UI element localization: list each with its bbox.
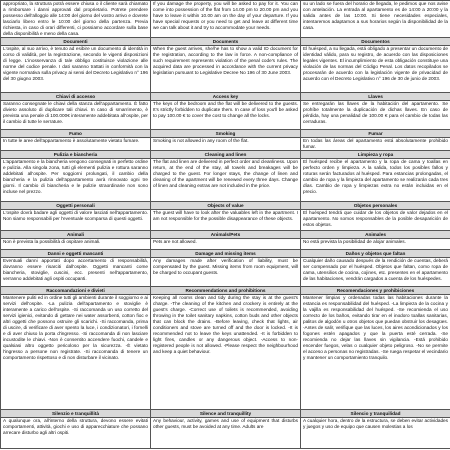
section-text-it: Non è prevista la possibilità di ospitare animali.: [1, 239, 151, 250]
section-heading-it: Fumo: [1, 130, 151, 138]
section-heading-en: Access key: [151, 93, 301, 101]
section-text-it: In tutte le aree dell'appartamento è assolutamente vietato fumare.: [1, 138, 151, 151]
section-header-row: [1, 250, 450, 258]
section-text-it: L'ospite, al suo arrivo, è tenuto ad esibire un documento di identità in corso di validità, per la registrazione, secondo le vigenti disposizioni di legge. L'inosservanza di tale obbligo costituisce violazione alle norme del codice penale. I dati saranno trattati in conformità con la vigente normativa sulla privacy ai sensi del Decreto Legislativo n° 196 del 30 giugno 2003.: [1, 46, 151, 93]
section-heading-en: Documents: [151, 38, 301, 46]
section-heading-es: Daños y objetos que faltan: [301, 250, 450, 258]
section-text-es: Mantener limpias y ordenadas todas las habitaciones durante la estancia es responsabilidad del huésped. -La limpieza de la cocina y la vajilla es responsabilidad del huésped. -Se recomienda el uso correcto de los baños, evitando tirar en el inodoro toallas sanitarias, palitos de algodón u otros objetos que puedan obstruir los desagües. -Antes de salir, verifique que las luces, los aires acondicionados y los fogones estén apagados y que la puerta esté cerrada. -Se recomienda no dejar las llaves sin vigilancia. -Está prohibido encender fuegos, velas o cualquier objeto peligroso. -No se permite el acceso a personas no registradas. -Se ruega respetar el vecindario y mantener un comportamiento tranquilo.: [301, 295, 450, 410]
section-heading-it: Chiavi di accesso: [1, 93, 151, 101]
section-text-row: [1, 159, 450, 202]
section-heading-es: Limpieza y ropa: [301, 151, 450, 159]
section-text-es: El huésped recibe el apartamento y la ropa de cama y toallas en perfecto orden y limpieza. A la salida, todos los posibles fallos y roturas serán facturados al huésped. Para estancias prolongadas, el cambio de ropa y la limpieza del apartamento se realizarán cada tres días. Cambio de ropa y limpiezas extra no están incluidas en el precio.: [301, 159, 450, 202]
section-heading-it: Documenti: [1, 38, 151, 46]
section-heading-en: Objects of value: [151, 202, 301, 210]
section-heading-es: Animales: [301, 231, 450, 239]
section-header-row: [1, 410, 450, 418]
section-heading-it: Animali: [1, 231, 151, 239]
section-text-es: Cualquier daño causado después de la rendición de cuentas, deberá ser compensado por el huésped. Objetos que faltan, como ropa de cama, utensilios de cocina, cojines, etc. presentes en el apartamento de las habitaciones, vendrán cargados a cuenta de los huéspedes.: [301, 258, 450, 287]
section-text-en: Smoking is not allowed in any room of the flat.: [151, 138, 301, 151]
section-text-en: The flat and linen are delivered in perfect order and cleanliness. Upon return, at the end of the stay, all towels and breakages will be charged to the guest. For longer stays, the change of linen and cleaning of the apartment will be renewed every three days. Change of linen and cleaning extras are not included in the price.: [151, 159, 301, 202]
section-heading-it: Oggetti personali: [1, 202, 151, 210]
section-header-row: [1, 130, 450, 138]
section-text-es: El huésped, a su llegada, está obligado a presentar un documento de identidad válido, para su registro, de acuerdo con las disposiciones legales vigentes. El incumplimiento de esta obligación constituye una violación de las normas del Código Penal. Los datos recopilados se procesarán de acuerdo con la legislación vigente de privacidad de acuerdo con el Decreto Legislativo n° 196 de 30 de junio de 2003.: [301, 46, 450, 93]
section-text-it: Eventuali danni apportati dopo accertamento di responsabilità, dovranno essere risarciti dall'ospite. Oggetti mancanti come biancheria, stoviglie, cuscini, ecc. presenti nell'appartamento, verranno addebitati agli ospiti occupanti.: [1, 258, 151, 287]
section-text-en: Keeping all rooms clean and tidy during the stay is at the guest's charge. -The cleaning of the kitchen and crockery is entirely at the guest's charge. -Correct use of toilets is recommended, avoiding throwing in the toilet sanitary napkins, cotton buds and other objects that can block the drains. -Before leaving, check that lights, air conditioners and stove are turned off and the door is locked. -It is recommended not to leave the keys unattended. -It is forbidden to light fires, candles or any dangerous object. -Access to non-registered people is not allowed. -Please respect the neighbourhood and keep a quiet behaviour.: [151, 295, 301, 410]
section-text-row: [1, 239, 450, 250]
section-heading-it: Raccomandazioni e divieti: [1, 287, 151, 295]
section-text-es: En todas las áreas del apartamento está absolutamente prohibido fumar.: [301, 138, 450, 151]
section-header-row: [1, 93, 450, 101]
section-text-es: El huésped tendrá que cuidar de los objetos de valor dejados en el apartamento. No somos responsables de la posible desaparición de estos objetos.: [301, 210, 450, 231]
section-heading-it: Danni e oggetti mancanti: [1, 250, 151, 258]
section-text-it: Saranno consegnate le chiavi della stanza dell'appartamento. È fatto divieto assoluto di duplicare tali chiavi. In caso di smarrimento, è prevista una penale di 100.000€ interamente addebitata all'ospite, per il cambio di tutte le serrature.: [1, 101, 151, 130]
section-text-row: [1, 210, 450, 231]
section-heading-es: Silencio y tranquilidad: [301, 410, 450, 418]
section-heading-es: Objetos personales: [301, 202, 450, 210]
section-heading-it: Silenzio e tranquillità: [1, 410, 151, 418]
section-header-row: [1, 287, 450, 295]
section-text-row: [1, 418, 450, 449]
section-heading-en: Animals/Pets: [151, 231, 301, 239]
section-text-en: Pets are not allowed.: [151, 239, 301, 250]
section-text-en: Any behaviour, activity, games and use of equipment that disturbs other guests, must be avoided at any time. Adults are: [151, 418, 301, 449]
section-heading-en: Silence and tranquillity: [151, 410, 301, 418]
section-text-row: [1, 258, 450, 287]
section-text-en: If you damage the property, you will be asked to pay for it. You can come into possession of the flat from 14.00 pm to 20.00 pm and you have to leave it within 10.00 am on the day of your departure. If you have special requests or you need to get and leave at different time we can talk about it and try to accommodate your needs.: [151, 1, 301, 38]
section-heading-en: Damage and missing items: [151, 250, 301, 258]
section-text-es: Se entregarán las llaves de la habitación del apartamento. Se prohíbe totalmente la duplicación de dichas llaves. En caso de pérdida, hay una penalidad de 100.00 € para el cambio de todas las cerraduras.: [301, 101, 450, 130]
section-text-en: The keys of the bedroom and the flat will be delivered to the guests. It's strictly forbidden to duplicate them. In case of loss you'll be asked to pay 100.00 € to cover the cost to change all the locks.: [151, 101, 301, 130]
section-heading-it: Pulizia e biancheria: [1, 151, 151, 159]
section-text-row: [1, 1, 450, 38]
section-text-it: L'appartamento e la biancheria vengono consegnati in perfetto ordine e pulizia. Alla singola zona, tutti gli elementi pulizia e rottura saranno addebitati all'ospite. Per soggiorni prolungati, il cambio della biancheria e la pulizia dell'appartamento avrà rinnovato ogni tre giorni. Il cambio di biancheria e le pulizie straordinarie non sono incluse nel prezzo.: [1, 159, 151, 202]
section-text-es: No está prevista la posibilidad de alojar animales.: [301, 239, 450, 250]
section-text-it: A qualunque ora, all'interno della struttura, devono essere evitati comportamenti, attività, giochi e uso di apparecchiature che possano arrecare disturbo agli altri ospiti.: [1, 418, 151, 449]
section-header-row: [1, 231, 450, 239]
section-text-row: [1, 138, 450, 151]
section-text-es: su un lado se fuera del horario de llegada, le pedimos que nos avise con antelación. La entrada al apartamento es de 14:00 a 20:00 y la salida antes de las 10:00. Si tiene necesidades especiales, intentaremos adaptarnos a sus horarios según la disponibilidad de la casa.: [301, 1, 450, 38]
section-text-row: [1, 46, 450, 93]
section-heading-en: Recommendations and prohibitions: [151, 287, 301, 295]
house-rules-rows: [1, 1, 450, 449]
section-text-it: appropriato, la struttura potrà essere chiusa o il cliente sarà chiamato a rimborsare i danni approvati dal proprietario. Potrete prendere possesso dell'alloggio alle 14:00 del giorno del vostro arrivo e dovrete lasciarlo libero entro le 10:00 del giorno della partenza. Previa richiesta, in caso di orari differenti, ci possiamo accordare sulla base della disponibilità e meno della casa.: [1, 1, 151, 38]
section-header-row: [1, 202, 450, 210]
section-text-es: A cualquier hora, dentro de la estructura, se deben evitar actividades y juegos y uso de equipo que causen molestias a los: [301, 418, 450, 449]
section-heading-es: Fumar: [301, 130, 450, 138]
section-heading-es: Documentos: [301, 38, 450, 46]
section-text-it: L'ospite dovrà badare agli oggetti di valore lasciati nell'appartamento. Non siamo responsabili per l'eventuale scomparsa di questi oggetti.: [1, 210, 151, 231]
section-heading-en: Cleaning and linen: [151, 151, 301, 159]
section-text-en: Any damages made after verification of liability, must be compensated by the guest. Missing items from room equipment, will be charged to occupant guests.: [151, 258, 301, 287]
section-header-row: [1, 38, 450, 46]
section-heading-es: Llaves: [301, 93, 450, 101]
section-heading-es: Recomendaciones y prohibiciones: [301, 287, 450, 295]
section-text-row: [1, 295, 450, 410]
section-text-it: Mantenere puliti ed in ordine tutti gli ambienti durante il soggiorno e ai servizi dell'ospite. -La pulizia dell'apartamento e stoviglie è interamente a carico dell'ospite. -Si raccomanda un uso corretto del servizi igienici, evitando di gettare nei water assorbenti, cotton fioc e altri oggetti che possono ostruire gli scarichi. -Si raccomanda, prima di uscire, di verificare di aver spento la luce, i condizionatori, i fornelli e di aver chiuso la porta d'ingresso. -Si raccomanda di non lasciare incustodite le chiavi. -Non è consentito accendere fuochi, candele e qualsiasi altro oggetto pericoloso per la sicurezza. -È vietato l'ingresso a persone non registrate. -Si raccomanda di tenere un comportamento rispettoso e di non disturbare il vicinato.: [1, 295, 151, 410]
section-text-en: When the guest arrives, she/he has to show a valid ID document for the registration, according to the law in force. A non-compliance of such requirement represents violation of the penal code's rules. The acquired data are processed in accordance with the current privacy legislation pursuant to Legislative Decree No 196 of 30 June 2003.: [151, 46, 301, 93]
section-header-row: [1, 151, 450, 159]
section-text-row: [1, 101, 450, 130]
section-heading-en: Smoking: [151, 130, 301, 138]
section-text-en: The guest will have to look after the valuables left in the apartment. I am not responsible for the possible disappearance of these objects.: [151, 210, 301, 231]
